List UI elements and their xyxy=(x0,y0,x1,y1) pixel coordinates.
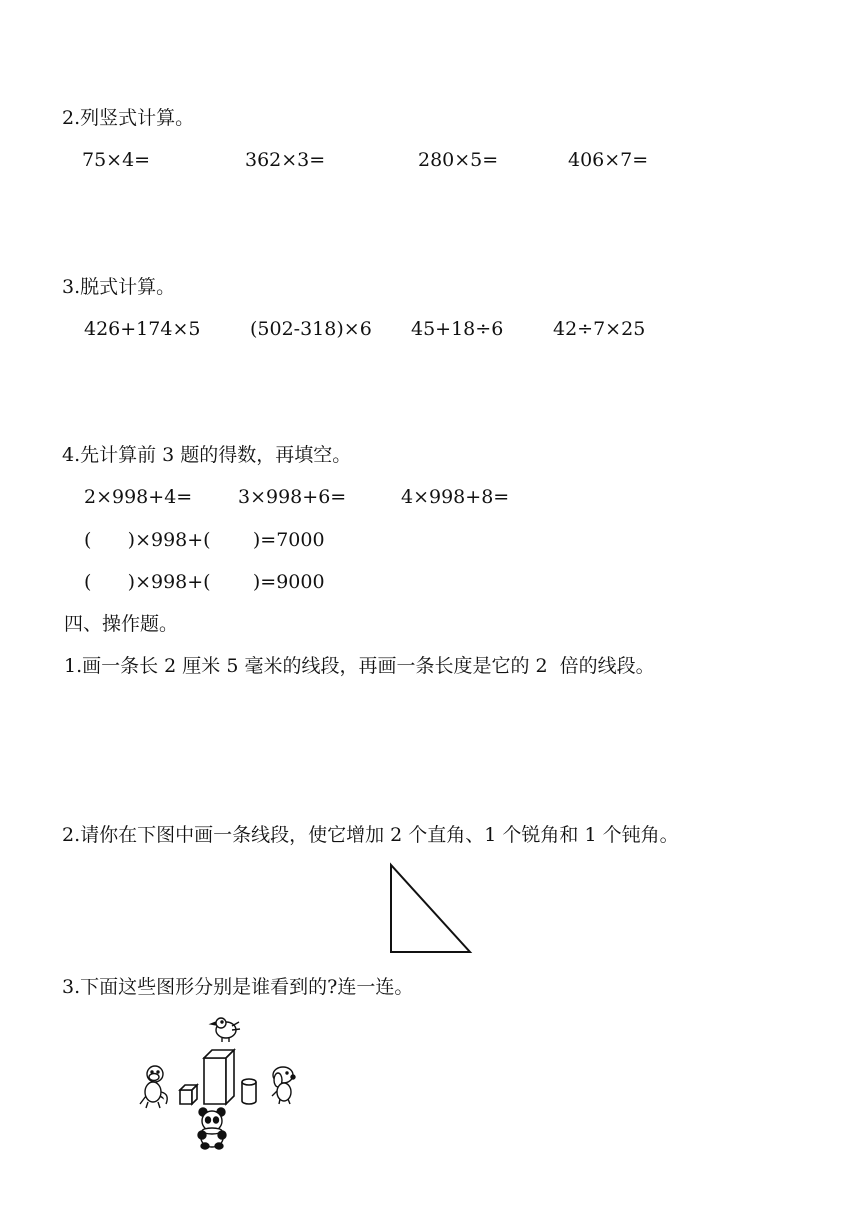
solid-shapes xyxy=(180,1050,256,1104)
q2-expr-4: 406×7= xyxy=(568,149,649,171)
tall-cuboid xyxy=(204,1050,234,1104)
q4-heading: 4.先计算前 3 题的得数，再填空。 xyxy=(62,444,352,466)
q4-fill-blank-2: ( )×998+( )=9000 xyxy=(84,571,325,593)
op-question-3: 3.下面这些图形分别是谁看到的?连一连。 xyxy=(62,976,414,998)
section4-heading: 四、操作题。 xyxy=(64,613,179,635)
small-cube xyxy=(180,1085,197,1104)
q3-expr-2: (502-318)×6 xyxy=(250,318,372,340)
q3-expr-3: 45+18÷6 xyxy=(411,318,504,340)
q4-expr-2: 3×998+6= xyxy=(238,486,347,508)
q4-fill-blank-1: ( )×998+( )=7000 xyxy=(84,529,325,551)
q4-expr-3: 4×998+8= xyxy=(401,486,510,508)
q2-heading: 2.列竖式计算。 xyxy=(62,107,195,129)
q3-expr-1: 426+174×5 xyxy=(84,318,201,340)
q3-expr-4: 42÷7×25 xyxy=(553,318,646,340)
q3-heading: 3.脱式计算。 xyxy=(62,276,176,298)
q4-expr-1: 2×998+4= xyxy=(84,486,193,508)
op-question-1: 1.画一条长 2 厘米 5 毫米的线段，再画一条长度是它的 2 倍的线段。 xyxy=(64,655,655,677)
q2-expr-3: 280×5= xyxy=(418,149,499,171)
dog-icon xyxy=(272,1067,295,1104)
bird-icon xyxy=(211,1018,240,1042)
q2-expr-2: 362×3= xyxy=(245,149,326,171)
op-question-2: 2.请你在下图中画一条线段，使它增加 2 个直角、1 个锐角和 1 个钝角。 xyxy=(62,824,679,846)
cylinder xyxy=(242,1079,256,1104)
q2-expr-1: 75×4= xyxy=(82,149,151,171)
panda-icon xyxy=(198,1108,226,1149)
right-triangle-figure xyxy=(391,865,470,952)
monkey-icon xyxy=(140,1066,167,1108)
